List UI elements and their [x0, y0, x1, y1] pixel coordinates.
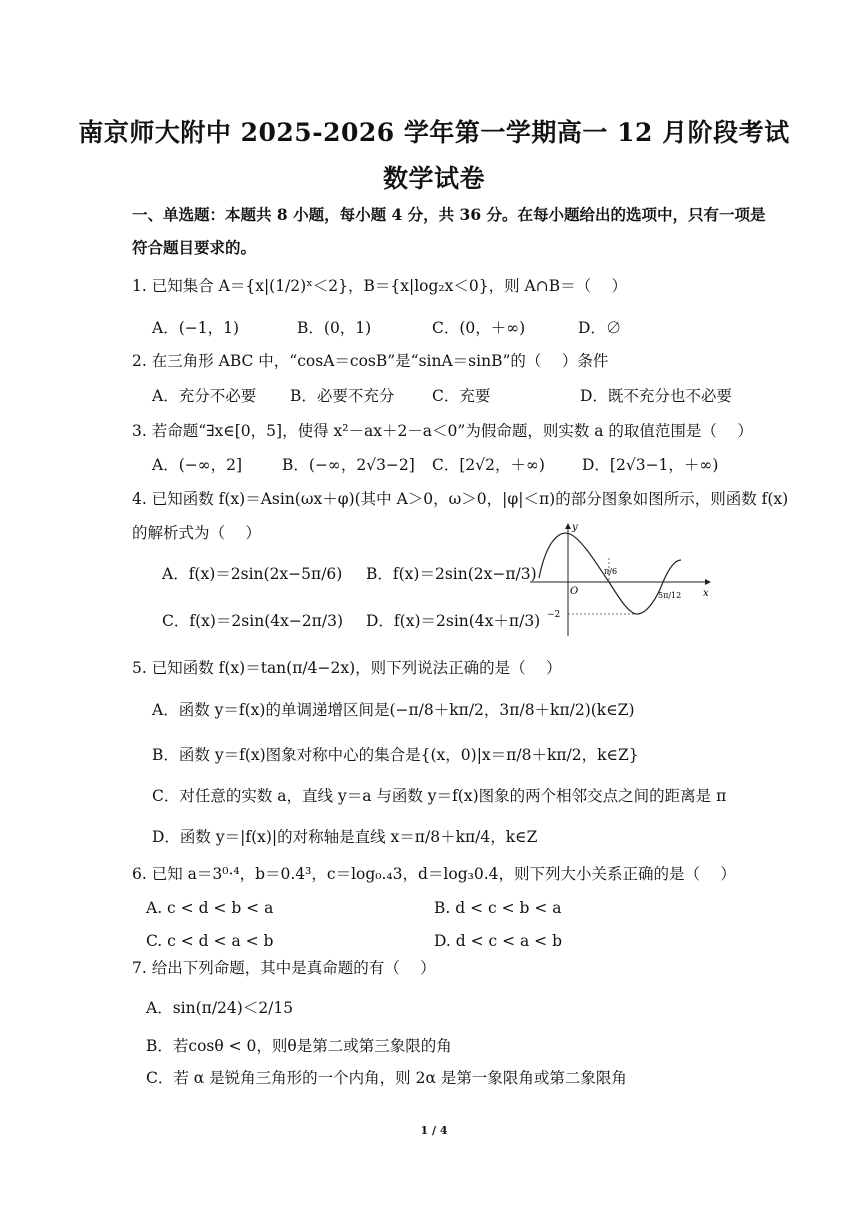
q2-option-a: A．充分不必要: [152, 387, 257, 405]
origin-label: O: [570, 586, 579, 597]
q5-option-a: A．函数 y＝f(x)的单调递增区间是(−π/8＋kπ/2，3π/8＋kπ/2)(k∈Z): [152, 701, 635, 719]
q6-option-b: B. d < c < b < a: [434, 899, 562, 917]
q3-option-a: A．(−∞，2]: [152, 456, 243, 474]
q4-option-b: B．f(x)＝2sin(2x−π/3): [366, 565, 537, 583]
question-4-cont: 的解析式为（ ）: [132, 524, 261, 542]
q4-option-d: D．f(x)＝2sin(4x＋π/3): [366, 612, 541, 630]
exam-title: 南京师大附中 2025-2026 学年第一学期高一 12 月阶段考试: [78, 118, 790, 147]
question-2: 2. 在三角形 ABC 中，“cosA＝cosB”是“sinA＝sinB”的（ ）条件: [132, 352, 609, 370]
q2-option-c: C．充要: [432, 387, 491, 405]
tick-neg2: −2: [547, 610, 561, 620]
q1-option-d: D．∅: [578, 319, 622, 337]
y-axis-label: y: [572, 522, 578, 533]
q5-option-b: B．函数 y＝f(x)图象对称中心的集合是{(x，0)|x＝π/8＋kπ/2，k∈Z}: [152, 746, 639, 764]
tick-pi6: π/6: [604, 567, 618, 576]
q2-option-b: B．必要不充分: [290, 387, 395, 405]
q7-option-c: C．若 α 是锐角三角形的一个内角，则 2α 是第一象限角或第二象限角: [146, 1069, 627, 1087]
q1-option-b: B．(0，1): [297, 319, 372, 337]
q3-option-d: D．[2√3−1，＋∞): [582, 456, 719, 474]
q5-option-c: C．对任意的实数 a，直线 y＝a 与函数 y＝f(x)图象的两个相邻交点之间的距离是 π: [152, 787, 727, 805]
q4-option-a: A．f(x)＝2sin(2x−5π/6): [162, 565, 343, 583]
x-axis-label: x: [703, 588, 709, 599]
page-number: 1 / 4: [420, 1124, 448, 1137]
q6-option-a: A. c < d < b < a: [146, 899, 274, 917]
exam-subtitle: 数学试卷: [382, 164, 485, 193]
question-1: 1. 已知集合 A＝{x|(1/2)ˣ＜2}，B＝{x|log₂x＜0}，则 A∩B＝（ ）: [132, 277, 628, 295]
q6-option-d: D. d < c < a < b: [434, 932, 563, 950]
question-3: 3. 若命题“∃x∈[0，5]，使得 x²－ax＋2－a＜0”为假命题，则实数 a 的取值范围是（ ）: [132, 422, 753, 440]
q3-option-c: C．[2√2，＋∞): [432, 456, 545, 474]
q6-option-c: C. c < d < a < b: [146, 932, 274, 950]
function-graph: [525, 518, 720, 643]
question-4: 4. 已知函数 f(x)＝Asin(ωx＋φ)(其中 A＞0，ω＞0，|φ|＜π)的部分图象如图所示，则函数 f(x): [132, 490, 789, 508]
q5-option-d: D．函数 y＝|f(x)|的对称轴是直线 x＝π/8＋kπ/4，k∈Z: [152, 828, 538, 846]
section-header-cont: 符合题目要求的。: [132, 238, 257, 257]
q1-option-a: A．(−1，1): [152, 319, 239, 337]
q4-option-c: C．f(x)＝2sin(4x−2π/3): [162, 612, 344, 630]
section-header: 一、单选题：本题共 8 小题，每小题 4 分，共 36 分。在每小题给出的选项中，只有一项是: [132, 205, 766, 224]
q1-option-c: C．(0，＋∞): [432, 319, 526, 337]
q7-option-a: A．sin(π/24)＜2/15: [146, 999, 294, 1017]
question-5: 5. 已知函数 f(x)＝tan(π/4−2x)，则下列说法正确的是（ ）: [132, 659, 562, 677]
question-7: 7. 给出下列命题，其中是真命题的有（ ）: [132, 959, 436, 977]
question-6: 6. 已知 a＝3⁰·⁴，b＝0.4³，c＝log₀.₄3，d＝log₃0.4，则下列大小关系正确的是（ ）: [132, 865, 736, 883]
q7-option-b: B．若cosθ < 0，则θ是第二或第三象限的角: [146, 1037, 452, 1055]
q3-option-b: B．(−∞，2√3−2]: [282, 456, 415, 474]
tick-5pi12: 5π/12: [658, 591, 682, 600]
q2-option-d: D．既不充分也不必要: [580, 387, 732, 405]
